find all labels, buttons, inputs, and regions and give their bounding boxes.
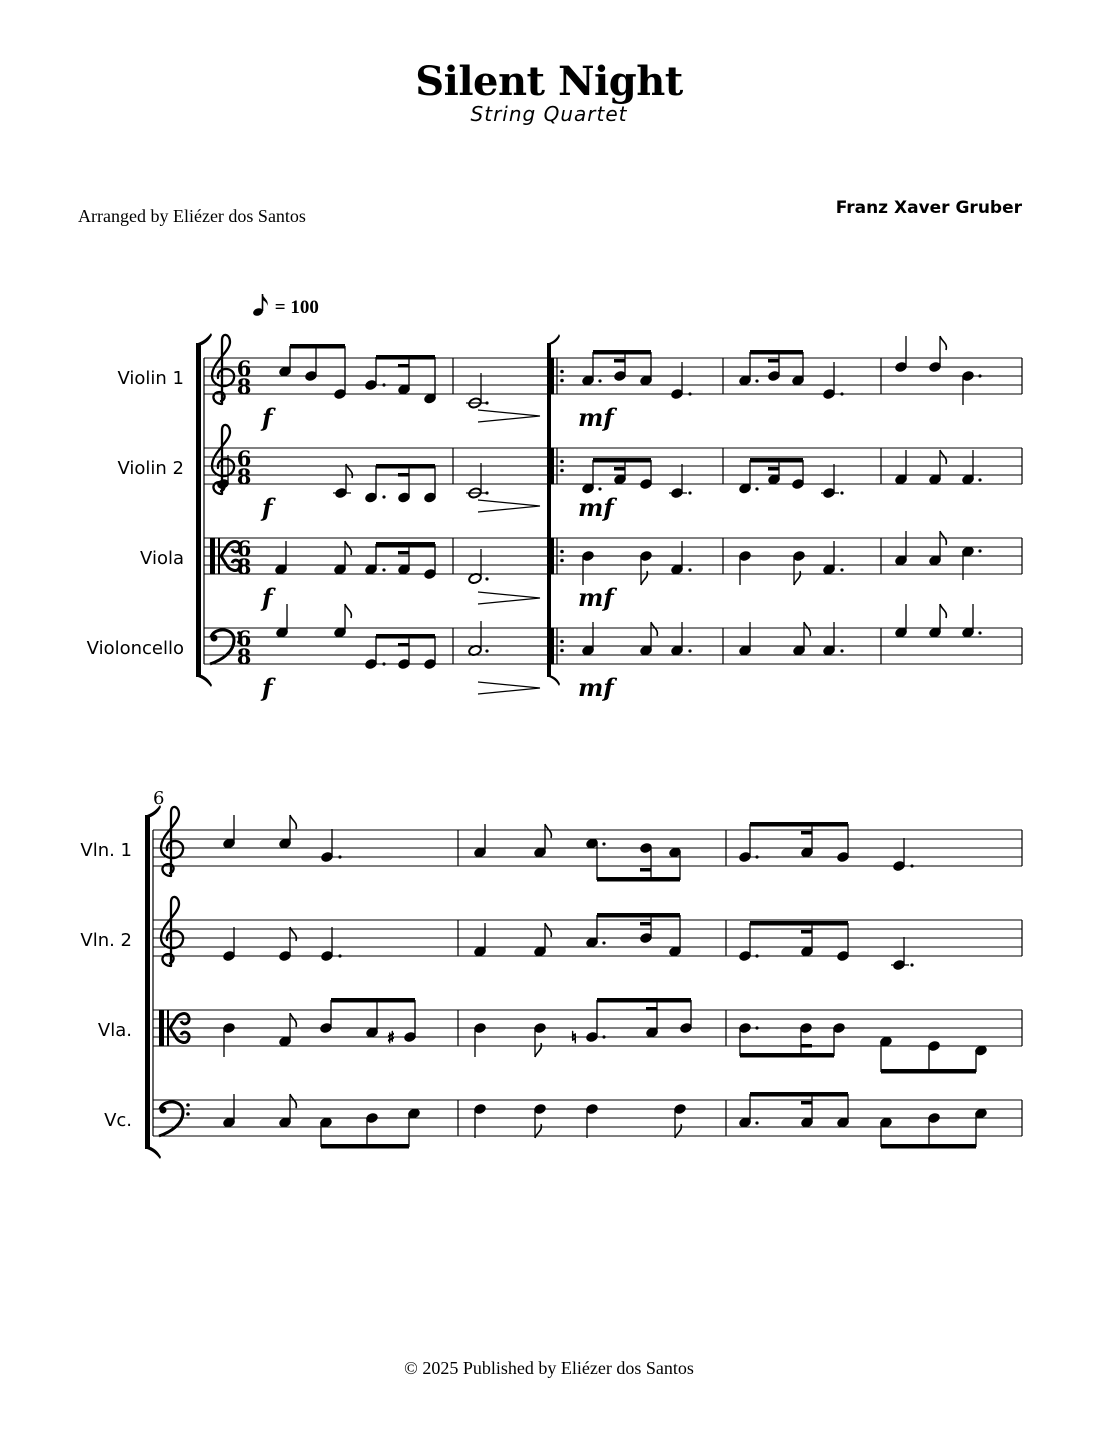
dynamic-forte: f xyxy=(262,493,273,522)
notes-violin-1-system-1 xyxy=(279,336,982,409)
instrument-label-viola: Viola xyxy=(140,548,184,569)
dynamic-mezzo-forte: mf xyxy=(578,673,614,702)
dynamic-forte: f xyxy=(262,403,273,432)
measure-number: 6 xyxy=(153,788,165,809)
repeat-start-barlines xyxy=(550,358,564,664)
system-1 xyxy=(196,333,1022,702)
arranger-credit: Arranged by Eliézer dos Santos xyxy=(78,206,306,226)
score-title: Silent Night xyxy=(415,58,683,105)
sharp-accidental: ♯ xyxy=(387,1028,395,1047)
bass-clef-icon xyxy=(159,1102,190,1136)
notes-violin-2-system-2 xyxy=(223,913,914,971)
instrument-label-violin-2: Violin 2 xyxy=(117,458,184,479)
instrument-label-short-viola: Vla. xyxy=(97,1020,132,1041)
dynamic-mezzo-forte: mf xyxy=(578,493,614,522)
instrument-label-violoncello: Violoncello xyxy=(86,638,184,659)
time-signature-denominator: 8 xyxy=(236,554,252,579)
dynamic-mezzo-forte: mf xyxy=(578,403,614,432)
copyright-footer: © 2025 Published by Eliézer dos Santos xyxy=(404,1358,694,1378)
system-2 xyxy=(145,788,1022,1159)
instrument-label-short-violin-1: Vln. 1 xyxy=(80,840,132,861)
time-signature-denominator: 8 xyxy=(236,374,252,399)
tempo-value: = 100 xyxy=(274,297,319,318)
instrument-label-short-violin-2: Vln. 2 xyxy=(80,930,132,951)
notes-viola-system-2 xyxy=(223,998,988,1074)
dynamic-forte: f xyxy=(262,673,273,702)
natural-accidental: ♮ xyxy=(571,1028,577,1047)
instrument-label-short-violoncello: Vc. xyxy=(104,1110,132,1131)
score-subtitle: String Quartet xyxy=(470,102,628,126)
composer-credit: Franz Xaver Gruber xyxy=(835,198,1022,218)
notes-viola-system-1 xyxy=(275,531,982,585)
time-signature-denominator: 8 xyxy=(236,644,252,669)
staff-lines-viola xyxy=(204,538,1022,574)
time-signature-numerator: 6 xyxy=(236,446,252,471)
time-signature xyxy=(237,356,252,669)
barlines-system-2 xyxy=(153,830,1022,1136)
staff-lines-system-2 xyxy=(153,830,1022,1136)
dynamic-forte: f xyxy=(262,583,273,612)
time-signature-numerator: 6 xyxy=(236,536,252,561)
time-signature-numerator: 6 xyxy=(236,626,252,651)
instrument-label-violin-1: Violin 1 xyxy=(117,368,184,389)
time-signature-denominator: 8 xyxy=(236,464,252,489)
dynamic-mezzo-forte: mf xyxy=(578,583,614,612)
time-signature-numerator: 6 xyxy=(236,356,252,381)
